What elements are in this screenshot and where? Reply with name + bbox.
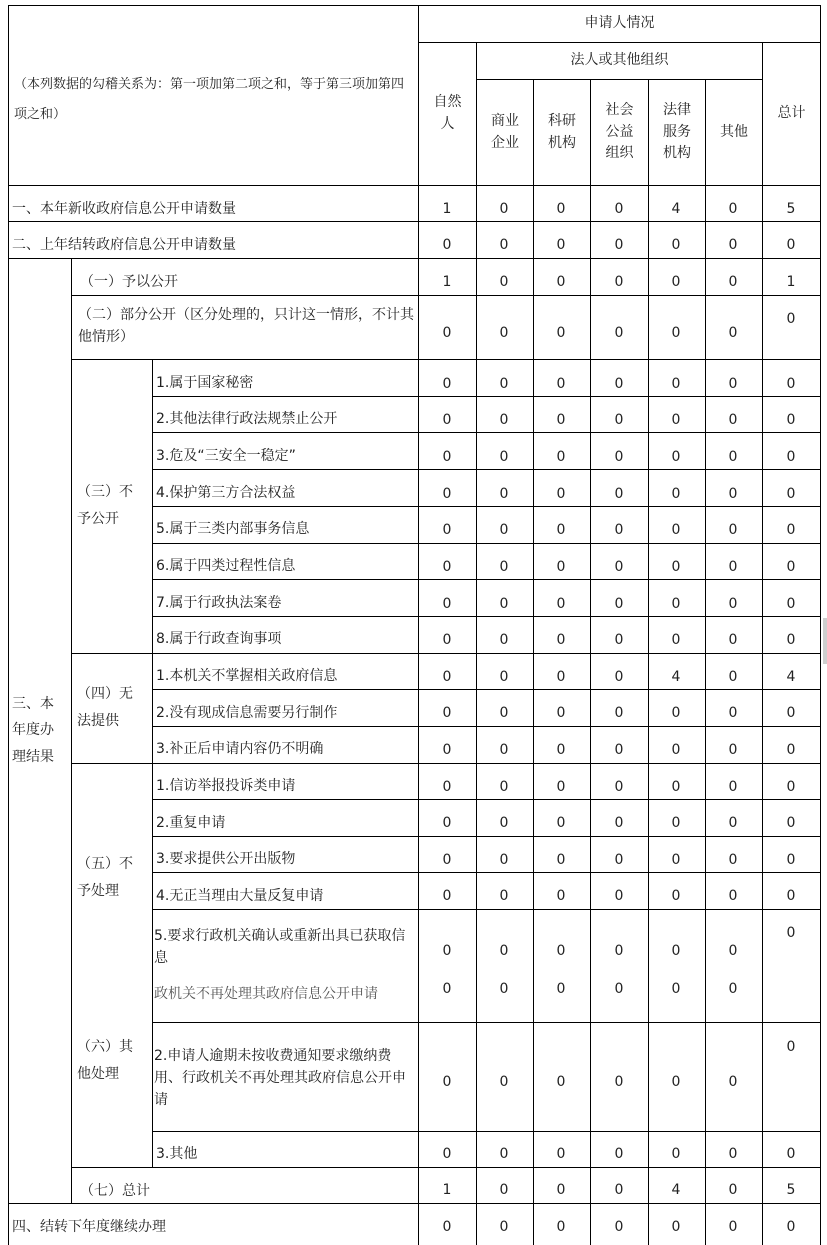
table-cell: 0: [499, 815, 509, 832]
section-3-label: [12, 258, 70, 1203]
section-3-line: 三、本: [12, 695, 54, 712]
table-cell: 0: [614, 943, 624, 960]
table-cell: 0: [671, 325, 681, 342]
table-cell: 0: [499, 449, 509, 466]
table-cell: 0: [786, 925, 796, 942]
table-cell: 0: [556, 1219, 566, 1236]
table-cell: 0: [499, 201, 509, 218]
group-1-label: （一）予以公开: [80, 274, 178, 291]
table-cell: 0: [499, 522, 509, 539]
col-header-other: 其他: [720, 123, 748, 140]
table-cell: 0: [442, 1146, 452, 1163]
grid-line: [820, 5, 821, 1245]
item-label: 1.属于国家秘密: [156, 375, 254, 392]
table-cell: 0: [556, 237, 566, 254]
table-cell: 1: [442, 201, 452, 218]
item-label: 3.补正后申请内容仍不明确: [156, 741, 324, 758]
table-cell: 0: [556, 669, 566, 686]
table-cell: 4: [671, 669, 681, 686]
table-cell: 0: [442, 1074, 452, 1091]
scroll-indicator: [823, 618, 827, 664]
table-cell: 0: [786, 705, 796, 722]
table-cell: 0: [556, 376, 566, 393]
table-cell: 0: [442, 632, 452, 649]
table-cell: 0: [556, 274, 566, 291]
col-header-line: 企业: [491, 134, 519, 151]
col-header-line: 商业: [491, 112, 519, 129]
table-cell: 0: [614, 1182, 624, 1199]
table-cell: 0: [442, 888, 452, 905]
item-label: 2.没有现成信息需要另行制作: [156, 705, 338, 722]
section-3-line: 年度办: [12, 722, 54, 739]
table-cell: 5: [786, 1182, 796, 1199]
table-cell: 0: [671, 815, 681, 832]
table-cell: 0: [614, 815, 624, 832]
table-cell: 0: [786, 596, 796, 613]
col-header-research: [534, 80, 590, 185]
table-cell: 0: [671, 1146, 681, 1163]
item-label: 3.要求提供公开出版物: [156, 851, 296, 868]
table-cell: 0: [786, 449, 796, 466]
grid-line: [648, 79, 649, 1245]
table-cell: 0: [728, 559, 738, 576]
table-cell: 0: [499, 559, 509, 576]
group-4-line: （四）无: [77, 686, 133, 703]
table-cell: 0: [728, 1219, 738, 1236]
table-cell: 0: [614, 449, 624, 466]
table-cell: 5: [786, 201, 796, 218]
grid-line: [418, 5, 419, 1245]
table-cell: 0: [728, 237, 738, 254]
table-cell: 0: [614, 1146, 624, 1163]
col-header-line: 法律: [663, 101, 691, 118]
table-cell: 0: [499, 669, 509, 686]
table-cell: 0: [671, 981, 681, 998]
table-cell: 0: [786, 1146, 796, 1163]
table-cell: 0: [671, 237, 681, 254]
col-header-line: 机构: [548, 134, 576, 151]
table-cell: 0: [499, 632, 509, 649]
table-cell: 0: [499, 742, 509, 759]
table-cell: 0: [614, 486, 624, 503]
table-cell: 0: [499, 888, 509, 905]
table-cell: 0: [556, 325, 566, 342]
table-cell: 0: [728, 632, 738, 649]
group-5-line: 予处理: [77, 883, 119, 899]
table-cell: 0: [728, 325, 738, 342]
col-header-line: 人: [440, 116, 455, 132]
table-cell: 0: [556, 412, 566, 429]
grid-line: [762, 42, 763, 1245]
table-cell: 0: [499, 325, 509, 342]
table-cell: 0: [614, 325, 624, 342]
group-5-label: [77, 843, 151, 913]
table-cell: 0: [728, 412, 738, 429]
table-cell: 0: [728, 981, 738, 998]
table-cell: 0: [614, 705, 624, 722]
grid-line: [152, 1022, 820, 1023]
table-cell: 0: [614, 237, 624, 254]
overlapped-item-label: 政机关不再处理其政府信息公开申请: [154, 986, 378, 1003]
table-cell: 4: [671, 201, 681, 218]
group-3-line: （三）不: [77, 484, 133, 501]
table-note: （本列数据的勾稽关系为：第一项加第二项之和，等于第三项加第四项之和）: [14, 77, 405, 122]
table-cell: 0: [786, 486, 796, 503]
col-header-line: 社会: [605, 101, 634, 118]
table-cell: 0: [614, 742, 624, 759]
table-cell: 0: [786, 852, 796, 869]
item-label: 7.属于行政执法案卷: [156, 595, 282, 612]
col-header-line: 公益: [605, 123, 634, 140]
col-header-line: 机构: [663, 145, 691, 162]
item-label: 4.无正当理由大量反复申请: [156, 888, 324, 905]
table-cell: 0: [786, 779, 796, 796]
table-cell: 1: [442, 274, 452, 291]
table-cell: 0: [786, 311, 796, 328]
table-cell: 0: [499, 852, 509, 869]
section-2-label: 二、上年结转政府信息公开申请数量: [12, 237, 236, 254]
group-6-line: （六）其: [77, 1039, 133, 1056]
col-header-legal-service: [649, 80, 705, 185]
table-cell: 0: [499, 237, 509, 254]
section-1-label: 一、本年新收政府信息公开申请数量: [12, 201, 236, 218]
table-cell: 0: [556, 888, 566, 905]
table-cell: 0: [614, 888, 624, 905]
table-cell: 0: [671, 486, 681, 503]
table-cell: 0: [442, 412, 452, 429]
table-cell: 0: [614, 632, 624, 649]
group-3-line: 予公开: [77, 511, 119, 527]
table-cell: 0: [671, 412, 681, 429]
table-cell: 0: [499, 1074, 509, 1091]
table-cell: 0: [442, 981, 452, 998]
table-cell: 0: [556, 742, 566, 759]
table-cell: 0: [671, 705, 681, 722]
table-cell: 0: [556, 449, 566, 466]
table-cell: 0: [614, 274, 624, 291]
table-cell: 0: [442, 852, 452, 869]
table-cell: 0: [671, 449, 681, 466]
table-cell: 0: [614, 669, 624, 686]
table-cell: 0: [442, 705, 452, 722]
table-cell: 0: [442, 779, 452, 796]
table-cell: 0: [786, 559, 796, 576]
table-cell: 0: [499, 596, 509, 613]
table-cell: 0: [556, 981, 566, 998]
table-cell: 4: [671, 1182, 681, 1199]
table-cell: 0: [614, 201, 624, 218]
table-cell: 0: [728, 522, 738, 539]
table-cell: 0: [614, 559, 624, 576]
table-cell: 0: [556, 705, 566, 722]
table-cell: 0: [499, 705, 509, 722]
table-cell: 0: [614, 852, 624, 869]
table-cell: 1: [786, 274, 796, 291]
table-cell: 0: [786, 376, 796, 393]
applicant-status-header: 申请人情况: [584, 15, 655, 32]
table-cell: 0: [671, 1074, 681, 1091]
table-cell: 0: [728, 943, 738, 960]
table-cell: 0: [671, 522, 681, 539]
table-cell: 0: [728, 815, 738, 832]
table-cell: 0: [499, 376, 509, 393]
table-cell: 0: [671, 596, 681, 613]
grid-line: [8, 5, 9, 1245]
table-cell: 0: [614, 1074, 624, 1091]
table-cell: 0: [556, 943, 566, 960]
table-cell: 0: [786, 632, 796, 649]
table-cell: 0: [786, 742, 796, 759]
group-6-line: 他处理: [77, 1066, 119, 1082]
table-cell: 0: [556, 1074, 566, 1091]
table-cell: 0: [728, 742, 738, 759]
table-cell: 0: [499, 274, 509, 291]
table-cell: 0: [786, 1219, 796, 1236]
col-header-line: 组织: [605, 145, 634, 162]
table-cell: 0: [556, 815, 566, 832]
table-cell: 0: [671, 1219, 681, 1236]
col-header-line: 服务: [663, 123, 691, 140]
table-cell: 0: [671, 852, 681, 869]
table-cell: 0: [728, 1074, 738, 1091]
item-label: 3.其他: [156, 1146, 198, 1163]
table-cell: 0: [442, 486, 452, 503]
table-cell: 0: [556, 559, 566, 576]
table-cell: 0: [442, 943, 452, 960]
table-cell: 0: [556, 596, 566, 613]
table-cell: 0: [728, 596, 738, 613]
item-label: 5.属于三类内部事务信息: [156, 521, 310, 538]
table-cell: 0: [614, 1219, 624, 1236]
table-cell: 0: [442, 237, 452, 254]
col-header-line: 科研: [548, 112, 576, 129]
item-label: 8.属于行政查询事项: [156, 631, 282, 648]
item-label: 1.本机关不掌握相关政府信息: [156, 668, 338, 685]
table-cell: 0: [499, 1182, 509, 1199]
table-cell: 0: [556, 1146, 566, 1163]
table-cell: 0: [614, 596, 624, 613]
table-cell: 0: [728, 705, 738, 722]
item-label: 6.属于四类过程性信息: [156, 558, 296, 575]
table-cell: 0: [499, 486, 509, 503]
table-cell: 0: [671, 742, 681, 759]
group-5-line: （五）不: [77, 856, 133, 873]
table-cell: 0: [442, 815, 452, 832]
table-cell: 0: [671, 632, 681, 649]
section-4-label: 四、结转下年度继续办理: [12, 1218, 166, 1235]
item-label: 2.申请人逾期未按收费通知要求缴纳费用、行政机关不再处理其政府信息公开申请: [154, 1048, 406, 1108]
table-cell: 0: [671, 779, 681, 796]
table-cell: 0: [556, 522, 566, 539]
table-cell: 0: [671, 943, 681, 960]
group-2-label: （二）部分公开（区分处理的，只计这一情形，不计其他情形）: [78, 307, 414, 345]
table-cell: 0: [499, 1219, 509, 1236]
table-cell: 0: [556, 201, 566, 218]
table-cell: 0: [786, 1039, 796, 1056]
table-cell: 0: [556, 632, 566, 649]
section-3-line: 理结果: [12, 748, 54, 765]
col-header-natural-person: [419, 43, 476, 185]
table-cell: 0: [442, 669, 452, 686]
table-cell: 0: [614, 779, 624, 796]
table-cell: 0: [728, 852, 738, 869]
item-label: 2.其他法律行政法规禁止公开: [156, 411, 338, 428]
item-label: 2.重复申请: [156, 815, 226, 832]
group-6-label: [77, 1026, 151, 1096]
table-cell: 0: [728, 669, 738, 686]
table-cell: 0: [442, 559, 452, 576]
table-cell: 0: [499, 412, 509, 429]
table-cell: 0: [786, 815, 796, 832]
table-cell: 0: [499, 943, 509, 960]
group-4-line: 法提供: [77, 713, 119, 729]
table-cell: 0: [728, 1182, 738, 1199]
item-label: 3.危及“三安全一稳定”: [156, 448, 296, 465]
table-cell: 0: [442, 449, 452, 466]
table-cell: 0: [728, 376, 738, 393]
table-cell: 0: [442, 1219, 452, 1236]
table-cell: 0: [786, 237, 796, 254]
table-cell: 0: [556, 1182, 566, 1199]
group-7-label: （七）总计: [80, 1183, 150, 1200]
table-cell: 0: [442, 325, 452, 342]
col-header-total: 总计: [777, 105, 806, 122]
table-cell: 0: [728, 486, 738, 503]
table-cell: 0: [614, 412, 624, 429]
col-header-line: 自然: [433, 94, 462, 111]
item-label: 1.信访举报投诉类申请: [156, 778, 296, 795]
table-cell: 0: [671, 559, 681, 576]
table-cell: 0: [786, 522, 796, 539]
table-cell: 0: [614, 522, 624, 539]
table-cell: 0: [728, 274, 738, 291]
item-label: 5.要求行政机关确认或重新出具已获取信息: [154, 928, 406, 966]
table-cell: 0: [556, 486, 566, 503]
table-cell: 0: [499, 1146, 509, 1163]
table-cell: 0: [786, 412, 796, 429]
table-cell: 0: [499, 981, 509, 998]
table-cell: 1: [442, 1182, 452, 1199]
grid-line: [533, 79, 534, 1245]
legal-org-header: 法人或其他组织: [570, 52, 669, 69]
col-header-social-welfare: [591, 80, 648, 185]
table-cell: 0: [556, 852, 566, 869]
table-cell: 0: [442, 376, 452, 393]
table-cell: 0: [442, 522, 452, 539]
table-cell: 0: [728, 888, 738, 905]
table-cell: 0: [614, 376, 624, 393]
table-cell: 0: [728, 779, 738, 796]
table-cell: 0: [728, 201, 738, 218]
table-cell: 0: [556, 779, 566, 796]
group-3-label: [77, 359, 151, 653]
col-header-business: [477, 80, 533, 185]
table-cell: 0: [671, 376, 681, 393]
grid-line: [71, 258, 72, 1203]
item-label: 4.保护第三方合法权益: [156, 485, 296, 502]
grid-line: [705, 79, 706, 1245]
table-cell: 4: [786, 669, 796, 686]
table-cell: 0: [442, 742, 452, 759]
group-4-label: [77, 653, 151, 763]
table-cell: 0: [499, 779, 509, 796]
table-cell: 0: [786, 888, 796, 905]
table-cell: 0: [671, 888, 681, 905]
grid-line: [152, 359, 153, 1167]
table-cell: 0: [442, 596, 452, 613]
table-cell: 0: [671, 274, 681, 291]
table-cell: 0: [728, 1146, 738, 1163]
grid-line: [8, 185, 820, 186]
table-cell: 0: [728, 449, 738, 466]
grid-line: [590, 79, 591, 1245]
grid-line: [476, 42, 477, 1245]
table-cell: 0: [614, 981, 624, 998]
grid-line: [71, 359, 820, 360]
